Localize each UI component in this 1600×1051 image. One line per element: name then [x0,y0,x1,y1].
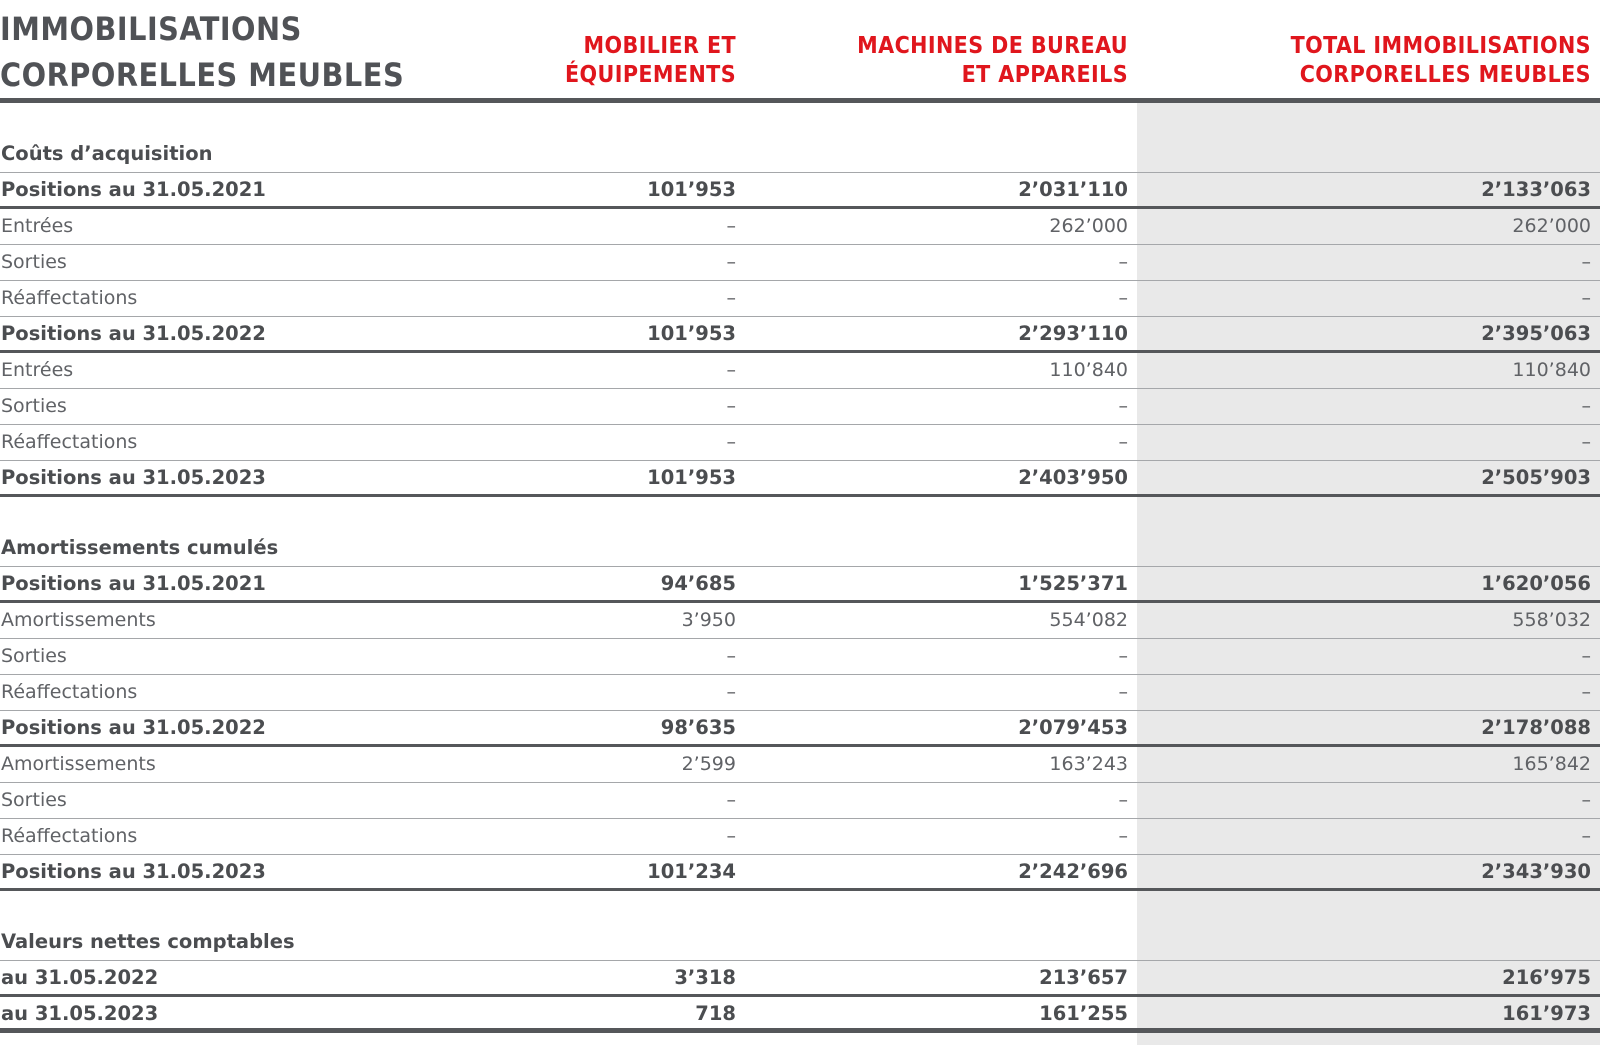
value-total: 2’133’063 [1481,178,1591,201]
value-machines: – [1118,825,1128,847]
value-machines: – [1118,681,1128,703]
value-machines: 163’243 [1049,753,1128,775]
table-row [0,567,1600,603]
value-machines: – [1118,645,1128,667]
value-machines: 1’525’371 [1018,572,1128,595]
value-total: – [1581,681,1591,703]
value-total: – [1581,431,1591,453]
row-label: Sorties [1,645,67,667]
row-label: Positions au 31.05.2022 [1,322,266,345]
value-machines: 213’657 [1039,966,1128,989]
table-row [0,639,1600,675]
row-label: Réaffectations [1,681,138,703]
value-total: 1’620’056 [1481,572,1591,595]
value-total: 110’840 [1512,359,1591,381]
section-heading [0,531,1600,567]
table-row [0,961,1600,997]
table-row [0,855,1600,891]
table-row [0,173,1600,209]
table-row [0,245,1600,281]
table-row [0,389,1600,425]
value-mobilier: 101’234 [647,860,736,883]
value-machines: 262’000 [1049,215,1128,237]
row-label: Positions au 31.05.2023 [1,860,266,883]
table-row [0,997,1600,1033]
value-total: – [1581,825,1591,847]
table-row [0,819,1600,855]
value-mobilier: 98’635 [660,716,736,739]
value-total: – [1581,789,1591,811]
table-row [0,317,1600,353]
value-mobilier: 3’318 [674,966,736,989]
value-machines: – [1118,431,1128,453]
value-total: 558’032 [1512,609,1591,631]
section-title: Coûts d’acquisition [1,142,213,165]
value-total: 216’975 [1502,966,1591,989]
value-machines: 2’293’110 [1018,322,1128,345]
table-row [0,603,1600,639]
value-machines: 161’255 [1039,1002,1128,1025]
value-total: – [1581,251,1591,273]
table-row [0,675,1600,711]
value-total: 165’842 [1512,753,1591,775]
table-row [0,711,1600,747]
value-mobilier: – [726,395,736,417]
value-mobilier: – [726,681,736,703]
value-mobilier: 101’953 [647,466,736,489]
value-machines: – [1118,789,1128,811]
value-machines: – [1118,395,1128,417]
row-label: Amortissements [1,609,156,631]
row-label: au 31.05.2022 [1,966,159,989]
table-header [0,0,1600,103]
row-label: Positions au 31.05.2021 [1,572,266,595]
table-row [0,783,1600,819]
value-total: 2’505’903 [1481,466,1591,489]
value-total: 2’178’088 [1481,716,1591,739]
table-row [0,461,1600,497]
table-row [0,747,1600,783]
row-label: Positions au 31.05.2022 [1,716,266,739]
table-title: IMMOBILISATIONS CORPORELLES MEUBLES [0,10,405,94]
value-mobilier: – [726,645,736,667]
value-mobilier: – [726,359,736,381]
value-mobilier: 94’685 [660,572,736,595]
column-header-mobilier: MOBILIER ET ÉQUIPEMENTS [565,33,736,88]
table-row [0,281,1600,317]
row-label: Réaffectations [1,287,138,309]
section-spacer [0,891,1600,925]
value-machines: 2’403’950 [1018,466,1128,489]
row-label: Réaffectations [1,431,138,453]
value-mobilier: 101’953 [647,322,736,345]
row-label: Sorties [1,251,67,273]
row-label: au 31.05.2023 [1,1002,159,1025]
value-mobilier: 2’599 [681,753,736,775]
row-label: Positions au 31.05.2021 [1,178,266,201]
value-mobilier: – [726,789,736,811]
row-label: Entrées [1,215,74,237]
section-spacer [0,103,1600,137]
row-label: Réaffectations [1,825,138,847]
value-total: 161’973 [1502,1002,1591,1025]
value-total: – [1581,395,1591,417]
value-machines: 554’082 [1049,609,1128,631]
section-title: Amortissements cumulés [1,536,279,559]
column-header-total: TOTAL IMMOBILISATIONS CORPORELLES MEUBLES [1290,33,1591,88]
table-row [0,425,1600,461]
row-label: Entrées [1,359,74,381]
fixed-assets-table [0,103,1600,1033]
value-mobilier: 718 [695,1002,736,1025]
value-mobilier: 3’950 [681,609,736,631]
value-mobilier: – [726,825,736,847]
value-machines: – [1118,287,1128,309]
value-mobilier: – [726,287,736,309]
row-label: Positions au 31.05.2023 [1,466,266,489]
value-mobilier: – [726,251,736,273]
row-label: Sorties [1,395,67,417]
value-machines: – [1118,251,1128,273]
section-heading [0,925,1600,961]
row-label: Sorties [1,789,67,811]
section-heading [0,137,1600,173]
value-total: 2’395’063 [1481,322,1591,345]
value-machines: 110’840 [1049,359,1128,381]
table-row [0,209,1600,245]
value-mobilier: – [726,431,736,453]
section-title: Valeurs nettes comptables [1,930,295,953]
value-machines: 2’079’453 [1018,716,1128,739]
value-total: – [1581,287,1591,309]
value-total: – [1581,645,1591,667]
value-machines: 2’242’696 [1018,860,1128,883]
table-row [0,353,1600,389]
row-label: Amortissements [1,753,156,775]
value-total: 2’343’930 [1481,860,1591,883]
column-header-machines: MACHINES DE BUREAU ET APPAREILS [857,33,1128,88]
value-machines: 2’031’110 [1018,178,1128,201]
section-spacer [0,497,1600,531]
value-mobilier: 101’953 [647,178,736,201]
value-mobilier: – [726,215,736,237]
value-total: 262’000 [1512,215,1591,237]
